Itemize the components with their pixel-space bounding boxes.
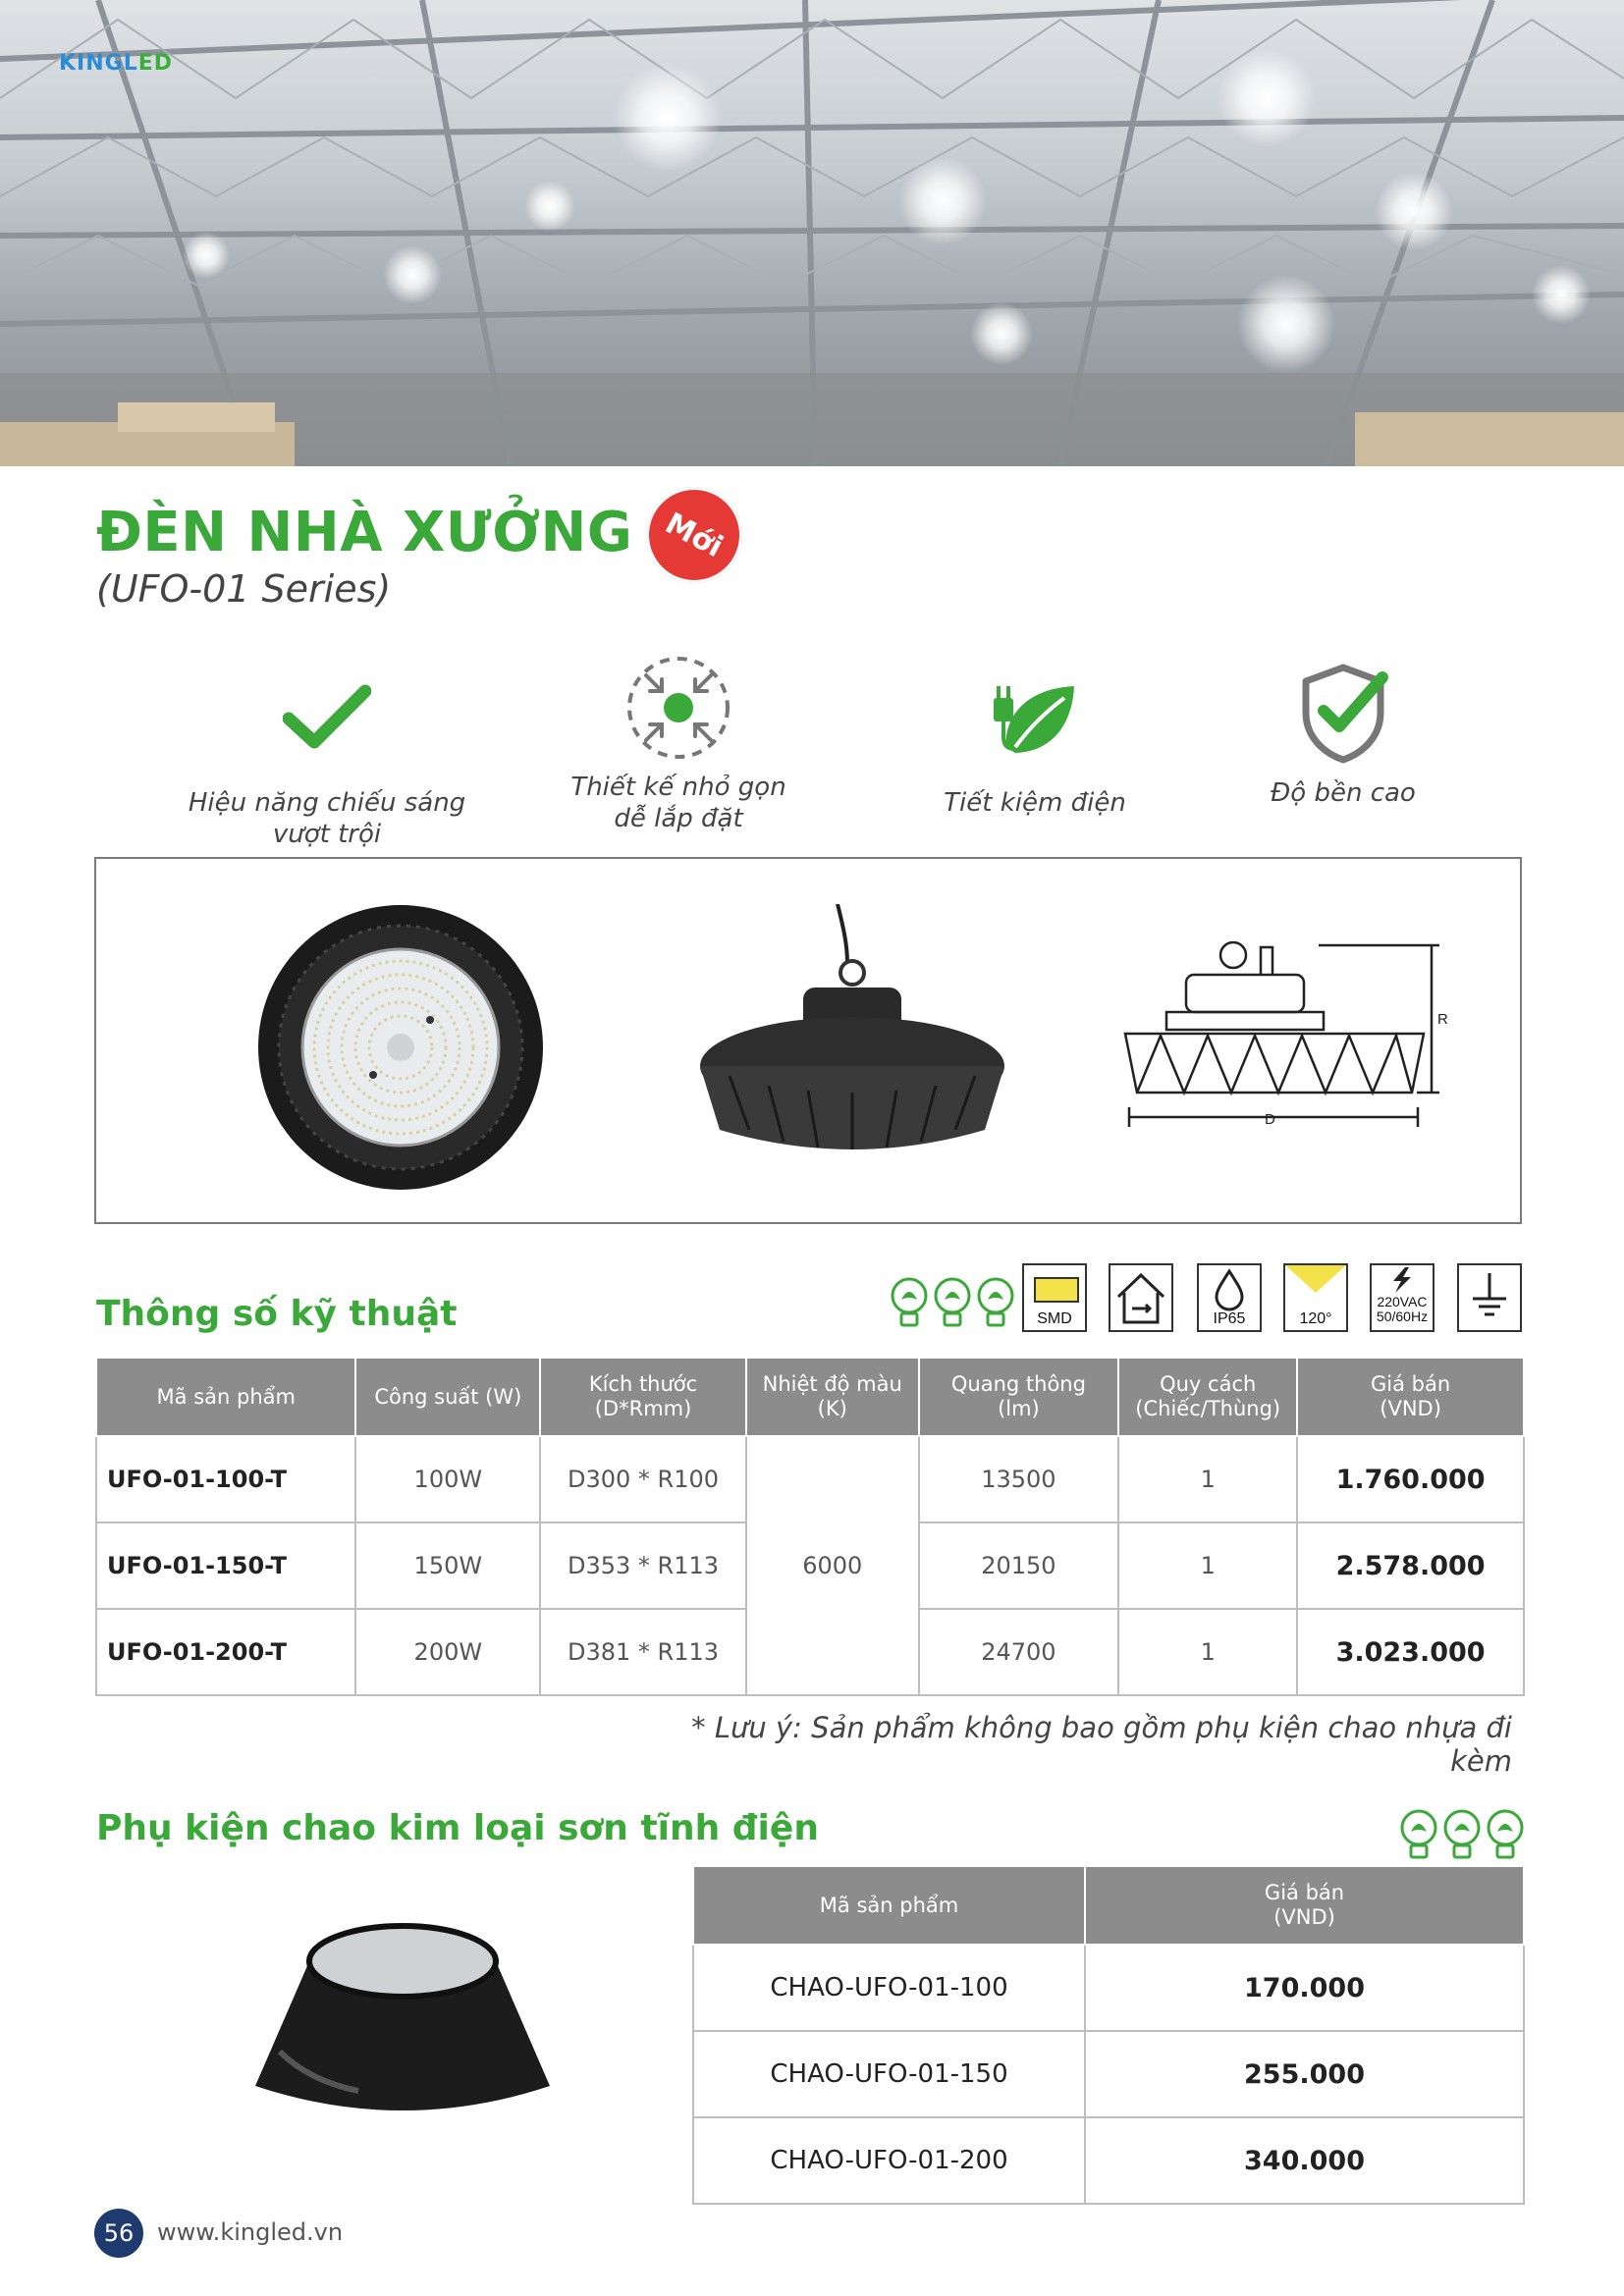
power: 150W [355,1522,540,1609]
page-number: 56 [94,2209,143,2258]
feature-durability: Độ bền cao [1196,654,1490,809]
col-header: Quang thông (lm) [919,1358,1119,1436]
price: 170.000 [1085,1945,1524,2031]
spec-heading: Thông số kỹ thuật [96,1294,458,1334]
feature-energy-saving: Tiết kiệm điện [888,664,1182,819]
product-code: CHAO-UFO-01-200 [693,2117,1085,2204]
spec-table [95,1357,1525,1696]
power: 200W [355,1609,540,1695]
shield-check-icon [1196,654,1490,772]
color-temperature: 6000 [746,1436,919,1695]
accessory-table [692,1865,1525,2205]
ip65-icon: IP65 [1197,1263,1262,1332]
indoor-house-icon [1109,1263,1173,1332]
new-badge: Mới [629,470,760,601]
diagram-r-label: R [1437,1011,1448,1028]
kingled-logo: KINGLED [59,51,174,76]
feature-compact: Thiết kế nhỏ gọn dễ lắp đặt [531,644,826,834]
price: 340.000 [1085,2117,1524,2204]
accessory-table-header [693,1866,1524,1945]
col-header: Quy cách (Chiếc/Thùng) [1118,1358,1297,1436]
power: 100W [355,1436,540,1522]
eco-bulb-icons [890,1274,1017,1329]
table-row [693,2031,1524,2117]
size: D381 * R113 [540,1609,746,1695]
size: D353 * R113 [540,1522,746,1609]
size: D300 * R100 [540,1436,746,1522]
col-header: Nhiệt độ màu (K) [746,1358,919,1436]
col-header: Mã sản phẩm [96,1358,355,1436]
check-icon [180,664,474,772]
smd-icon: SMD [1022,1263,1087,1332]
diagram-d-label: D [1265,1111,1275,1128]
col-header: Công suất (W) [355,1358,540,1436]
product-code: CHAO-UFO-01-100 [693,1945,1085,2031]
table-row [693,1945,1524,2031]
accessory-heading: Phụ kiện chao kim loại sơn tĩnh điện [96,1808,819,1848]
ufo-dimension-diagram [1117,935,1451,1142]
col-header: Giá bán (VND) [1085,1866,1524,1945]
product-code: UFO-01-100-T [96,1436,355,1522]
product-code: CHAO-UFO-01-150 [693,2031,1085,2117]
page-subtitle: (UFO-01 Series) [96,567,392,611]
product-code: UFO-01-200-T [96,1609,355,1695]
col-header: Giá bán (VND) [1297,1358,1524,1436]
pack-qty: 1 [1118,1436,1297,1522]
website-link[interactable]: www.kingled.vn [157,2218,344,2246]
price: 1.760.000 [1297,1436,1524,1522]
note-text: * Lưu ý: Sản phẩm không bao gồm phụ kiện chao nhựa đi kèm [691,1711,1512,1778]
ground-icon [1457,1263,1522,1332]
product-code: UFO-01-150-T [96,1522,355,1609]
compact-design-icon [531,644,826,772]
spec-table-header [96,1358,1524,1436]
price: 255.000 [1085,2031,1524,2117]
pack-qty: 1 [1118,1522,1297,1609]
lumen: 13500 [919,1436,1119,1522]
col-header: Kích thước (D*Rmm) [540,1358,746,1436]
lumen: 20150 [919,1522,1119,1609]
table-row [96,1436,1524,1522]
col-header: Mã sản phẩm [693,1866,1085,1945]
feature-performance: Hiệu năng chiếu sáng vượt trội [180,664,474,850]
beam-angle-icon: 120° [1283,1263,1348,1332]
product-images-box [94,857,1522,1224]
energy-saving-leaf-plug-icon [888,664,1182,772]
hero-warehouse-image [0,0,1624,466]
eco-bulb-icons [1399,1806,1527,1861]
lumen: 24700 [919,1609,1119,1695]
price: 2.578.000 [1297,1522,1524,1609]
metal-reflector-image [250,1914,555,2130]
page-title: ĐÈN NHÀ XƯỞNG [96,501,633,564]
power-icon: 220VAC 50/60Hz [1370,1263,1435,1332]
ufo-light-side-view [690,904,1014,1189]
pack-qty: 1 [1118,1609,1297,1695]
price: 3.023.000 [1297,1609,1524,1695]
table-row [693,2117,1524,2204]
ufo-light-front-view [253,900,548,1195]
